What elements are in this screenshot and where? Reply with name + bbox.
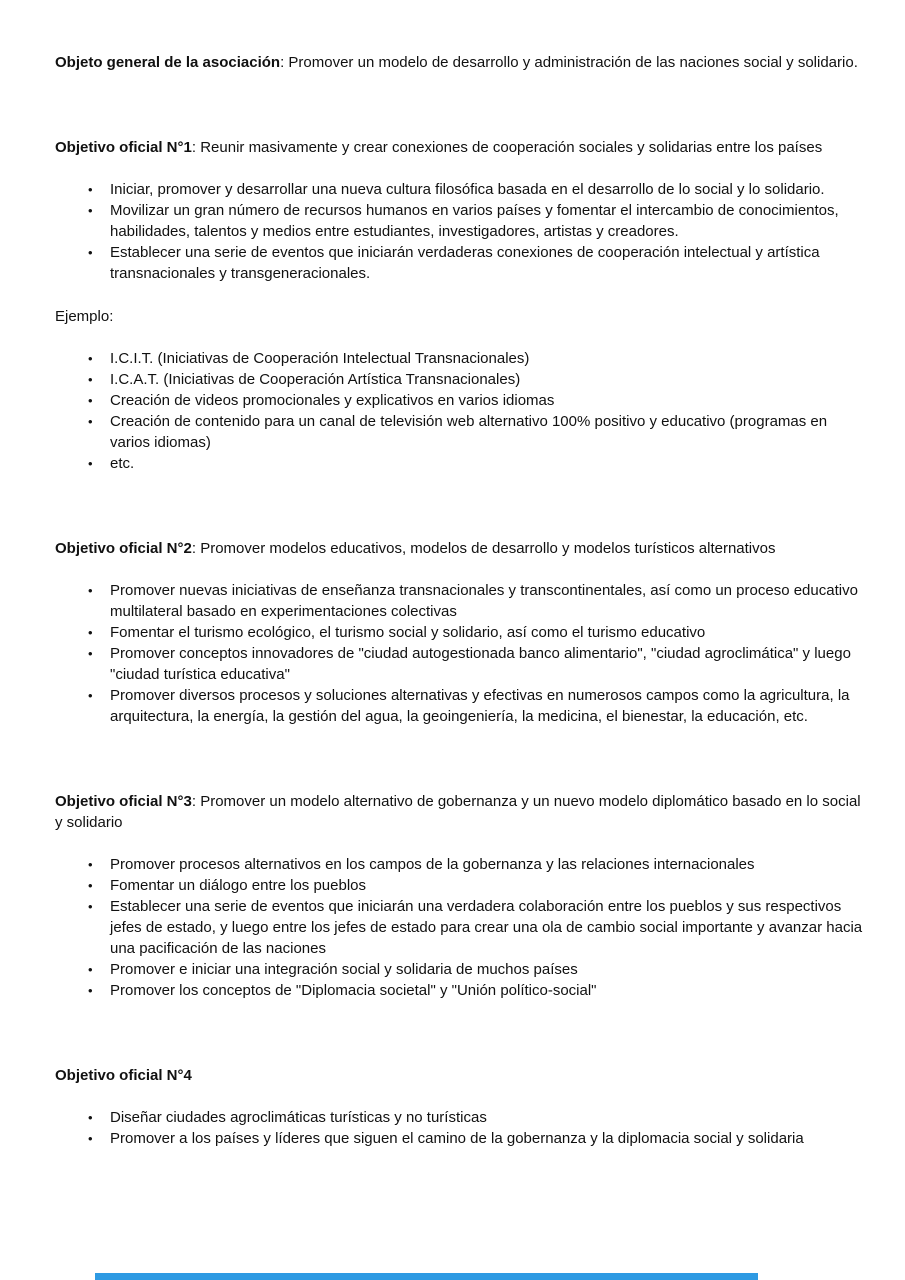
heading-objetivo-1: Objetivo oficial N°1 bbox=[55, 139, 192, 156]
list-item bbox=[55, 685, 865, 727]
heading-objetivo-4: Objetivo oficial N°4 bbox=[55, 1067, 192, 1084]
bullet-marker-icon: • bbox=[88, 1131, 93, 1146]
list-item-text: I.C.A.T. (Iniciativas de Cooperación Artística Transnacionales) bbox=[110, 371, 521, 388]
list-item-text: Promover los conceptos de "Diplomacia societal" y "Unión político-social" bbox=[110, 982, 597, 999]
list-item-text: Movilizar un gran número de recursos humanos en varios países y fomentar el intercambio de conocimientos, habilidades, talentos y medios entre estudiantes, investigadores, artistas y creadores. bbox=[110, 202, 839, 240]
list-item bbox=[55, 242, 865, 284]
bullet-marker-icon: • bbox=[88, 983, 93, 998]
section-objetivo-1 bbox=[55, 137, 865, 284]
paragraph-objetivo-2 bbox=[55, 538, 865, 559]
bullet-marker-icon: • bbox=[88, 351, 93, 366]
list-item bbox=[55, 411, 865, 453]
list-item-text: Promover nuevas iniciativas de enseñanza transnacionales y transcontinentales, así como un proceso educativo multilateral basado en experimentaciones colectivas bbox=[110, 582, 858, 620]
list-item-text: Promover e iniciar una integración social y solidaria de muchos países bbox=[110, 961, 578, 978]
list-item-text: Diseñar ciudades agroclimáticas turísticas y no turísticas bbox=[110, 1109, 487, 1126]
paragraph-objetivo-4 bbox=[55, 1065, 865, 1086]
section-ejemplo bbox=[55, 306, 865, 474]
paragraph-objeto-general bbox=[55, 52, 865, 73]
paragraph-ejemplo bbox=[55, 306, 865, 327]
list-item-text: I.C.I.T. (Iniciativas de Cooperación Intelectual Transnacionales) bbox=[110, 350, 530, 367]
list-item bbox=[55, 453, 865, 474]
list-item-text: Promover diversos procesos y soluciones alternativas y efectivas en numerosos campos como la agricultura, la arquitectura, la energía, la gestión del agua, la geoingeniería, la medicina, el bienestar, la educación, etc. bbox=[110, 687, 850, 725]
bullet-list-objetivo-1 bbox=[55, 179, 865, 284]
list-item bbox=[55, 200, 865, 242]
heading-objeto-general: Objeto general de la asociación bbox=[55, 54, 281, 71]
paragraph-objetivo-3 bbox=[55, 791, 865, 833]
bullet-list-ejemplo bbox=[55, 348, 865, 474]
list-item bbox=[55, 959, 865, 980]
bullet-marker-icon: • bbox=[88, 393, 93, 408]
list-item bbox=[55, 896, 865, 959]
list-item-text: Iniciar, promover y desarrollar una nueva cultura filosófica basada en el desarrollo de lo social y lo solidario. bbox=[110, 181, 825, 198]
bullet-marker-icon: • bbox=[88, 878, 93, 893]
list-item-text: Creación de contenido para un canal de televisión web alternativo 100% positivo y educativo (programas en varios idiomas) bbox=[110, 413, 828, 451]
list-item-text: Promover a los países y líderes que siguen el camino de la gobernanza y la diplomacia social y solidaria bbox=[110, 1130, 804, 1147]
list-item bbox=[55, 622, 865, 643]
list-item-text: Creación de videos promocionales y explicativos en varios idiomas bbox=[110, 392, 555, 409]
bullet-marker-icon: • bbox=[88, 372, 93, 387]
list-item bbox=[55, 390, 865, 411]
bullet-marker-icon: • bbox=[88, 1110, 93, 1125]
list-item bbox=[55, 348, 865, 369]
bullet-marker-icon: • bbox=[88, 414, 93, 429]
heading-objetivo-3-text: : Promover un modelo alternativo de gobernanza y un nuevo modelo diplomático basado en lo social y solidario bbox=[55, 793, 861, 831]
heading-objetivo-2-text: : Promover modelos educativos, modelos de desarrollo y modelos turísticos alternativos bbox=[191, 540, 776, 557]
list-item bbox=[55, 580, 865, 622]
bullet-marker-icon: • bbox=[88, 182, 93, 197]
bullet-marker-icon: • bbox=[88, 962, 93, 977]
bullet-marker-icon: • bbox=[88, 583, 93, 598]
list-item bbox=[55, 875, 865, 896]
list-item bbox=[55, 980, 865, 1001]
bullet-marker-icon: • bbox=[88, 646, 93, 661]
list-item bbox=[55, 643, 865, 685]
list-item-text: Fomentar el turismo ecológico, el turismo social y solidario, así como el turismo educativo bbox=[110, 624, 706, 641]
bullet-list-objetivo-4 bbox=[55, 1107, 865, 1149]
section-objetivo-2 bbox=[55, 538, 865, 727]
label-ejemplo: Ejemplo: bbox=[55, 308, 114, 325]
bullet-marker-icon: • bbox=[88, 456, 93, 471]
list-item bbox=[55, 179, 865, 200]
bullet-marker-icon: • bbox=[88, 899, 93, 914]
footer-accent-bar bbox=[95, 1273, 758, 1280]
bullet-marker-icon: • bbox=[88, 203, 93, 218]
paragraph-objetivo-1 bbox=[55, 137, 865, 158]
bullet-list-objetivo-3 bbox=[55, 854, 865, 1001]
bullet-marker-icon: • bbox=[88, 857, 93, 872]
bullet-marker-icon: • bbox=[88, 688, 93, 703]
list-item-text: etc. bbox=[110, 455, 135, 472]
list-item bbox=[55, 1107, 865, 1128]
list-item-text: Promover procesos alternativos en los campos de la gobernanza y las relaciones internacionales bbox=[110, 856, 755, 873]
list-item bbox=[55, 369, 865, 390]
heading-objetivo-3: Objetivo oficial N°3 bbox=[55, 793, 192, 810]
bullet-list-objetivo-2 bbox=[55, 580, 865, 727]
list-item bbox=[55, 1128, 865, 1149]
heading-objeto-general-text: : Promover un modelo de desarrollo y administración de las naciones social y solidario. bbox=[280, 54, 858, 71]
bullet-marker-icon: • bbox=[88, 245, 93, 260]
bullet-marker-icon: • bbox=[88, 625, 93, 640]
section-objetivo-4 bbox=[55, 1065, 865, 1149]
heading-objetivo-2: Objetivo oficial N°2 bbox=[55, 540, 192, 557]
section-objetivo-3 bbox=[55, 791, 865, 1001]
section-objeto-general bbox=[55, 52, 865, 73]
list-item-text: Promover conceptos innovadores de "ciudad autogestionada banco alimentario", "ciudad agroclimática" y luego "ciudad turística educativa" bbox=[110, 645, 851, 683]
list-item-text: Establecer una serie de eventos que iniciarán verdaderas conexiones de cooperación intelectual y artística transnacionales y transgeneracionales. bbox=[110, 244, 820, 282]
list-item bbox=[55, 854, 865, 875]
heading-objetivo-1-text: : Reunir masivamente y crear conexiones de cooperación sociales y solidarias entre los países bbox=[191, 139, 823, 156]
list-item-text: Fomentar un diálogo entre los pueblos bbox=[110, 877, 366, 894]
list-item-text: Establecer una serie de eventos que iniciarán una verdadera colaboración entre los pueblos y sus respectivos jefes de estado, y luego entre los jefes de estado para crear una ola de cambio social importante y avanzar hacia una pacificación de las naciones bbox=[110, 898, 863, 957]
